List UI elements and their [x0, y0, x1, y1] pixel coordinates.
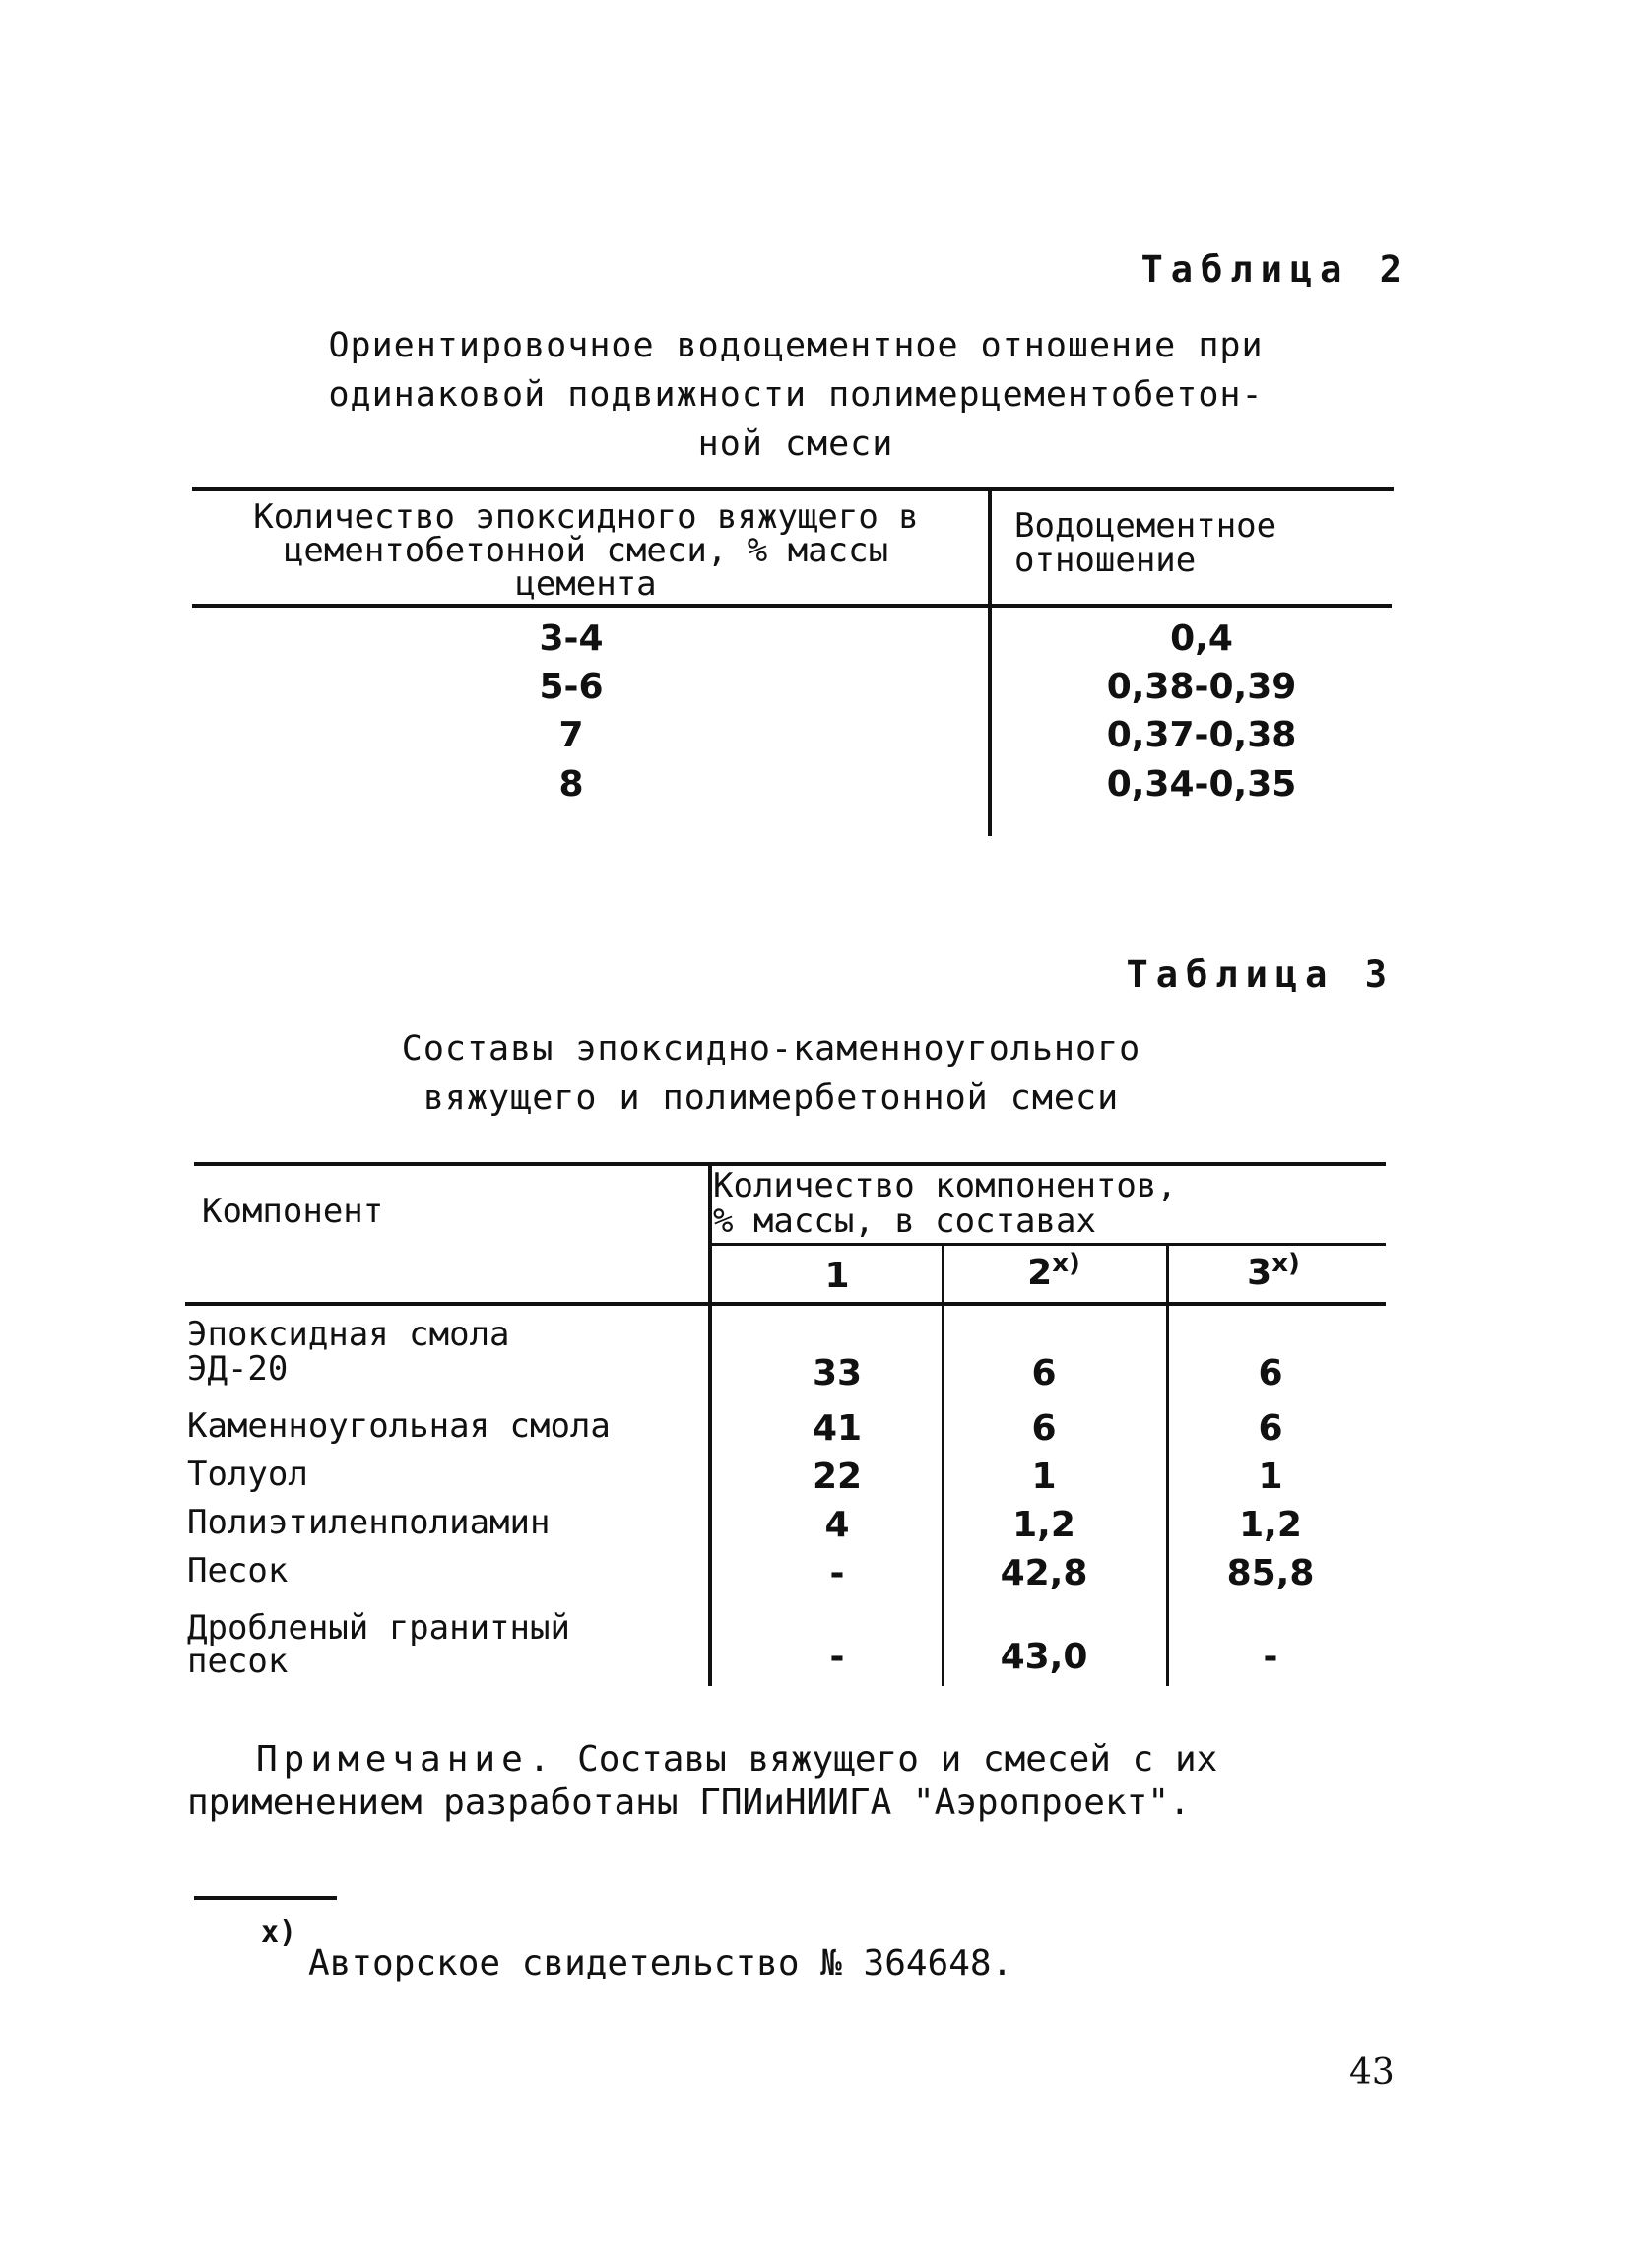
- note-line-2: применением разработаны ГПИиНИИГА "Аэропроект".: [187, 1782, 1191, 1823]
- table3-cell: 41: [812, 1408, 863, 1449]
- table3-cell: 6: [1031, 1408, 1057, 1449]
- table2-cell-ratio: 0,38-0,39: [1106, 667, 1297, 707]
- table3-cell: -: [829, 1637, 845, 1677]
- col-number: 3: [1247, 1253, 1272, 1293]
- table3-row-label: [187, 1315, 510, 1389]
- label-line: ЭД-20: [187, 1349, 289, 1389]
- table3-cell: 6: [1258, 1408, 1283, 1449]
- table3-cell: 1,2: [1239, 1505, 1302, 1545]
- table3-cell: 33: [812, 1353, 863, 1393]
- table2-title-line: ной смеси: [697, 424, 894, 464]
- header-line: отношение: [1014, 541, 1197, 580]
- note-line-1: [256, 1738, 1217, 1782]
- table2-title: [264, 321, 1328, 469]
- label-line: Эпоксидная смола: [187, 1315, 510, 1354]
- table3-header-component: Компонент: [202, 1192, 384, 1231]
- table3-row-label: Полиэтиленполиамин: [187, 1503, 551, 1542]
- table2-cell-ratio: 0,4: [1170, 618, 1233, 659]
- table3-header-col2: [990, 1249, 1118, 1293]
- table2-top-rule: [192, 487, 1394, 491]
- header-line: Количество эпоксидного вяжущего в: [253, 497, 919, 537]
- footnote-mark: х): [1271, 1249, 1300, 1278]
- table3-header-quantity: [713, 1168, 1177, 1239]
- table3-cell: 1,2: [1012, 1505, 1075, 1545]
- table3-divider-3: [1166, 1244, 1169, 1686]
- label-line: песок: [187, 1642, 289, 1681]
- note-text: Составы вяжущего и смесей с их: [577, 1739, 1218, 1780]
- table3-row-label: Толуол: [187, 1455, 308, 1494]
- table3-subheader-rule: [712, 1243, 1386, 1246]
- header-line: цемента: [515, 564, 657, 604]
- table3-cell: -: [1263, 1637, 1278, 1677]
- table2-header-ratio: [1014, 506, 1277, 580]
- table2-header-amount: [187, 497, 985, 604]
- page-number: 43: [1349, 2052, 1395, 2093]
- header-line: Количество компонентов,: [713, 1166, 1177, 1205]
- note-label: Примечание.: [256, 1739, 556, 1780]
- table2-cell-amount: 7: [558, 715, 584, 755]
- table3-cell: 85,8: [1226, 1553, 1315, 1593]
- header-line: % массы, в составах: [713, 1201, 1096, 1241]
- table3-divider-1: [708, 1164, 712, 1686]
- table3-row-label: Песок: [187, 1551, 289, 1590]
- table2-title-line: одинаковой подвижности полимерцементобетон-: [328, 375, 1264, 415]
- footnote-mark: х): [1052, 1249, 1080, 1278]
- table2-caption: Таблица 2: [1140, 248, 1409, 291]
- table3-title-line: Составы эпоксидно-каменноугольного: [401, 1029, 1141, 1069]
- table2-cell-ratio: 0,34-0,35: [1106, 764, 1297, 805]
- header-line: Водоцементное: [1014, 506, 1277, 546]
- table3-cell: 1: [1031, 1457, 1057, 1497]
- table3-row-label: Каменноугольная смола: [187, 1406, 611, 1446]
- table3-cell: 43,0: [1000, 1637, 1088, 1677]
- label-line: Дробленый гранитный: [187, 1608, 570, 1648]
- col-number: 2: [1027, 1253, 1053, 1293]
- table3-cell: 6: [1258, 1353, 1283, 1393]
- table3-cell: -: [829, 1553, 845, 1593]
- table3-header-col3: [1209, 1249, 1337, 1293]
- table2-header-rule: [192, 604, 1392, 608]
- table3-cell: 4: [824, 1505, 850, 1545]
- table3-cell: 6: [1031, 1353, 1057, 1393]
- table2-cell-ratio: 0,37-0,38: [1106, 715, 1297, 755]
- table3-header-rule: [185, 1302, 1386, 1306]
- table2-cell-amount: 8: [558, 764, 584, 805]
- table2-column-divider: [988, 489, 992, 836]
- table3-caption: Таблица 3: [1126, 953, 1395, 996]
- table3-row-label: [187, 1608, 570, 1681]
- table3-cell: 22: [812, 1457, 863, 1497]
- table3-divider-2: [942, 1244, 944, 1686]
- table3-cell: 42,8: [1000, 1553, 1088, 1593]
- table3-title-line: вяжущего и полимербетонной смеси: [423, 1078, 1120, 1118]
- header-line: цементобетонной смеси, % массы: [283, 531, 889, 570]
- table2-title-line: Ориентировочное водоцементное отношение при: [328, 326, 1264, 365]
- footnote-mark: х): [261, 1915, 297, 1950]
- footnote-text: Авторское свидетельство № 364648.: [308, 1943, 1013, 1983]
- footnote-rule: [194, 1896, 337, 1900]
- table3-cell: 1: [1258, 1457, 1283, 1497]
- table3-title: [264, 1024, 1278, 1123]
- table2-cell-amount: 3-4: [539, 618, 604, 659]
- table2-cell-amount: 5-6: [539, 667, 604, 707]
- table3-header-col1: 1: [824, 1256, 850, 1296]
